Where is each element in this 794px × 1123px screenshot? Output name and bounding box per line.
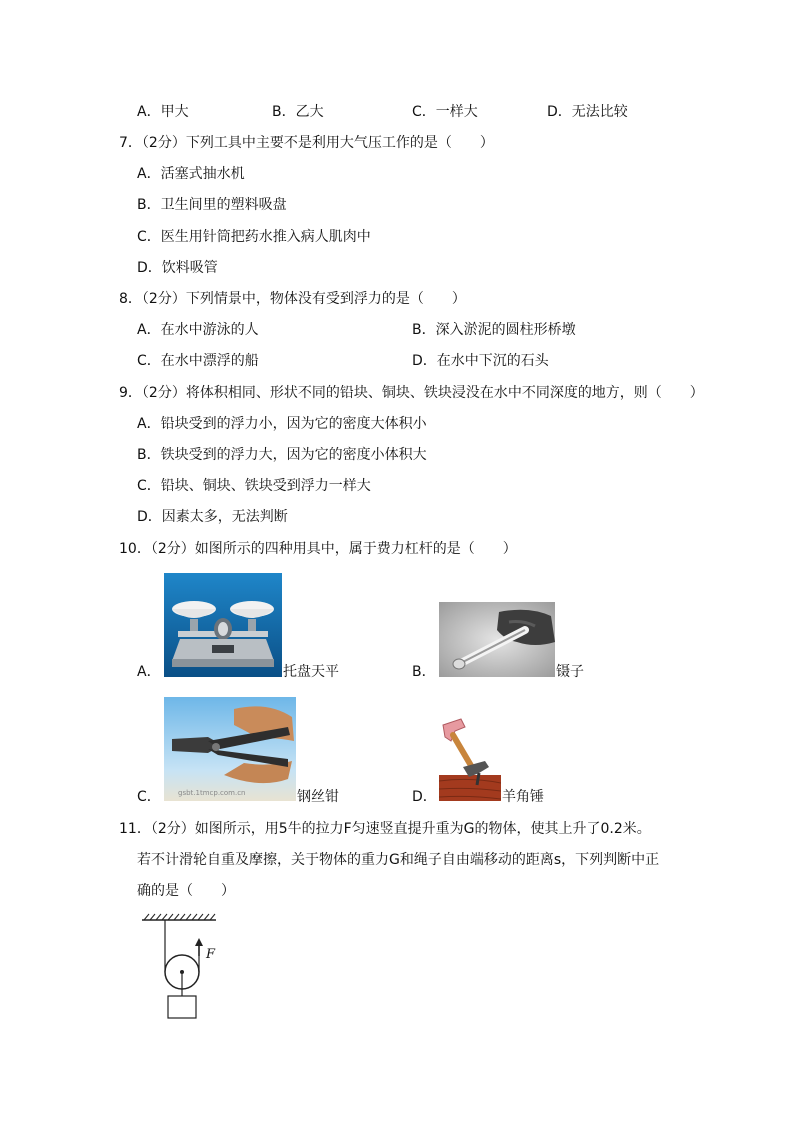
q6-option-d: D．无法比较 (547, 104, 628, 120)
q10-option-c-letter: C． (137, 789, 161, 805)
q7-option-d: D．饮料吸管 (137, 260, 218, 276)
q10-option-a-letter: A． (137, 664, 161, 680)
q7-option-b: B．卫生间里的塑料吸盘 (137, 197, 287, 213)
q11-stem-line1: 11．（2分）如图所示，用5牛的拉力F匀速竖直提升重为G的物体，使其上升了0.2米。 (119, 821, 651, 837)
q9-option-b: B．铁块受到的浮力大，因为它的密度小体积大 (137, 447, 427, 463)
q8-option-a: A．在水中游泳的人 (137, 322, 259, 338)
q7-option-c: C．医生用针筒把药水推入病人肌肉中 (137, 229, 371, 245)
q11-stem-line2: 若不计滑轮自重及摩擦，关于物体的重力G和绳子自由端移动的距离s，下列判断中正 (137, 852, 660, 868)
q10-option-d-caption: 羊角锤 (502, 789, 544, 805)
q9-option-a: A．铅块受到的浮力小，因为它的密度大体积小 (137, 416, 427, 432)
q10-stem: 10．（2分）如图所示的四种用具中，属于费力杠杆的是（ ） (119, 541, 517, 557)
q10-option-b-letter: B． (412, 664, 436, 680)
q10-option-b-caption: 镊子 (556, 664, 584, 680)
q8-option-c: C．在水中漂浮的船 (137, 353, 259, 369)
q9-option-c: C．铅块、铜块、铁块受到浮力一样大 (137, 478, 371, 494)
force-label: F (206, 947, 216, 962)
claw-hammer-image (439, 717, 501, 801)
q9-stem: 9．（2分）将体积相同、形状不同的铅块、铜块、铁块浸没在水中不同深度的地方，则（ ） (119, 385, 704, 401)
q8-option-b: B．深入淤泥的圆柱形桥墩 (412, 322, 576, 338)
q10-option-a-caption: 托盘天平 (283, 664, 339, 680)
q6-option-a: A．甲大 (137, 104, 189, 120)
q10-option-d-letter: D． (412, 789, 437, 805)
tweezers-image (439, 602, 555, 677)
q8-option-d: D．在水中下沉的石头 (412, 353, 549, 369)
q9-option-d: D．因素太多，无法判断 (137, 509, 288, 525)
q7-option-a: A．活塞式抽水机 (137, 166, 245, 182)
balance-scale-image (164, 573, 282, 677)
q6-option-b: B．乙大 (272, 104, 324, 120)
q11-stem-line3: 确的是（ ） (137, 883, 235, 899)
pulley-diagram (136, 912, 226, 1024)
pliers-image (164, 697, 296, 801)
q7-stem: 7．（2分）下列工具中主要不是利用大气压工作的是（ ） (119, 135, 494, 151)
q8-stem: 8．（2分）下列情景中，物体没有受到浮力的是（ ） (119, 291, 466, 307)
watermark-text: gsbt.1tmcp.com.cn (178, 789, 246, 797)
q6-option-c: C．一样大 (412, 104, 478, 120)
q10-option-c-caption: 钢丝钳 (297, 789, 339, 805)
